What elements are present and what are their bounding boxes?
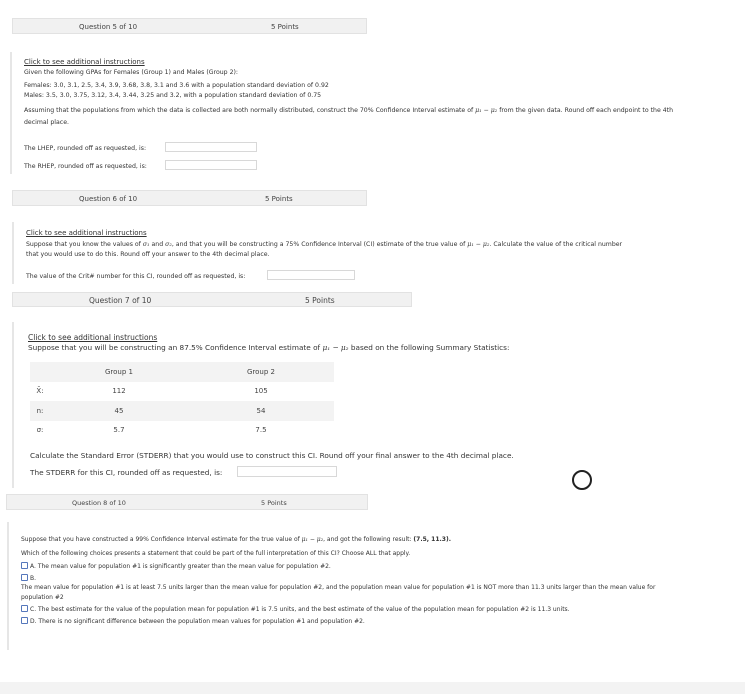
cell-group-1: 45 (50, 401, 188, 421)
question-5-header (12, 18, 367, 34)
mu-difference: μ₁ − μ₂ (467, 240, 490, 248)
option-a[interactable]: A. The mean value for population #1 is significantly greater than the mean value for population #2. (21, 562, 721, 572)
additional-instructions-link[interactable]: Click to see additional instructions (28, 333, 158, 342)
question-8-header (6, 494, 368, 510)
additional-instructions-link[interactable]: Click to see additional instructions (26, 229, 147, 237)
question-points: 5 Points (271, 23, 299, 31)
cursor-ring-icon (572, 470, 592, 490)
stderr-label: The STDERR for this CI, rounded off as requested, is: (30, 468, 223, 477)
rhep-label: The RHEP, rounded off as requested, is: (24, 163, 147, 170)
question-5-body (10, 52, 724, 174)
option-b-checkbox[interactable] (21, 574, 28, 581)
mu-difference: μ₁ − μ₂ (322, 343, 349, 352)
question-6-header (12, 190, 367, 206)
option-b-text: The mean value for population #1 is at least 7.5 units larger than the mean value for population #2, and the population mean value for population #1 is NOT more than 11.3 units larger than the mean value for population #2 (21, 584, 656, 601)
question-7-body (12, 322, 728, 488)
question-number: Question 5 of 10 (79, 23, 138, 31)
row-label-sigma: σ: (30, 421, 50, 441)
cell-group-1: 112 (50, 382, 188, 402)
option-a-checkbox[interactable] (21, 562, 28, 569)
lhep-input[interactable] (165, 142, 257, 152)
cell-group-2: 105 (188, 382, 334, 402)
question-6-text-continued: that you would use to do this. Round off your answer to the 4th decimal place. (26, 250, 270, 258)
assumption-text: Assuming that the populations from which the data is collected are both normally distributed, construct the 70% Confidence Interval estimate of μ₁ − μ₂ from the given data. Round off each endpoint to the 4th decimal place. (24, 107, 674, 126)
column-header-group-1: Group 1 (50, 362, 188, 382)
additional-instructions-link[interactable]: Click to see additional instructions (24, 58, 145, 66)
table-row (30, 421, 334, 441)
crit-number-label: The value of the Crit# number for this CI, rounded off as requested, is: (26, 273, 246, 280)
question-8-prompt: Which of the following choices presents a statement that could be part of the full interpretation of this CI? Choose ALL that apply. (21, 549, 411, 557)
option-c[interactable]: C. The best estimate for the value of the population mean for population #1 is 7.5 units, and the best estimate of the value of the population mean for population #2 is 11.3 units. (21, 605, 721, 615)
column-header-group-2: Group 2 (188, 362, 334, 382)
mu-difference: μ₁ − μ₂ (475, 107, 498, 114)
mu-difference: μ₁ − μ₂ (301, 536, 324, 543)
females-data: Females: 3.0, 3.1, 2.5, 3.4, 3.9, 3.68, 3.8, 3.1 and 3.6 with a population standard deviation of 0.92 (24, 82, 329, 89)
males-data: Males: 3.5, 3.0, 3.75, 3.12, 3.4, 3.44, 3.25 and 3.2, with a population standard deviation of 0.75 (24, 91, 322, 99)
page-footer-bar (0, 682, 745, 694)
question-7-text: Suppose that you will be constructing an 87.5% Confidence Interval estimate of μ₁ − μ₂ based on the following Summary Statistics: (28, 343, 510, 352)
crit-number-input[interactable] (267, 270, 355, 280)
option-c-checkbox[interactable] (21, 605, 28, 612)
stderr-instructions: Calculate the Standard Error (STDERR) that you would use to construct this CI. Round off your final answer to the 4th decimal place. (30, 451, 514, 460)
stderr-input[interactable] (237, 466, 337, 477)
ci-result: (7.5, 11.3). (413, 536, 451, 543)
row-label-xbar: X̄: (30, 382, 50, 402)
rhep-input[interactable] (165, 160, 257, 170)
question-6-text: Suppose that you know the values of σ₁ and σ₂, and that you will be constructing a 75% Confidence Interval (CI) estimate of the true value of μ₁ − μ₂. Calculate the value of the critical number (26, 240, 623, 248)
question-points: 5 Points (261, 499, 287, 507)
cell-group-2: 54 (188, 401, 334, 421)
option-b[interactable]: B. (21, 574, 721, 584)
table-header-row (30, 362, 334, 382)
question-number: Question 7 of 10 (89, 296, 152, 305)
intro-text: Given the following GPAs for Females (Group 1) and Males (Group 2): (24, 68, 239, 76)
question-8-body (7, 522, 721, 650)
row-label-n: n: (30, 401, 50, 421)
lhep-label: The LHEP, rounded off as requested, is: (24, 145, 147, 152)
option-d[interactable]: D. There is no significant difference between the population mean values for population #1 and population #2. (21, 617, 721, 627)
question-number: Question 8 of 10 (72, 499, 126, 507)
table-row (30, 382, 334, 402)
question-8-text: Suppose that you have constructed a 99% Confidence Interval estimate for the true value of μ₁ − μ₂, and got the following result: (7.5, 11.3). (21, 536, 451, 543)
question-number: Question 6 of 10 (79, 195, 138, 203)
question-points: 5 Points (305, 296, 335, 305)
question-7-header (12, 292, 412, 307)
cell-group-2: 7.5 (188, 421, 334, 441)
table-row (30, 401, 334, 421)
sigma-1: σ₁ (142, 240, 150, 248)
question-points: 5 Points (265, 195, 293, 203)
summary-statistics-table (30, 362, 334, 440)
cell-group-1: 5.7 (50, 421, 188, 441)
question-6-body (12, 222, 726, 284)
sigma-2: σ₂ (165, 240, 172, 248)
option-d-checkbox[interactable] (21, 617, 28, 624)
